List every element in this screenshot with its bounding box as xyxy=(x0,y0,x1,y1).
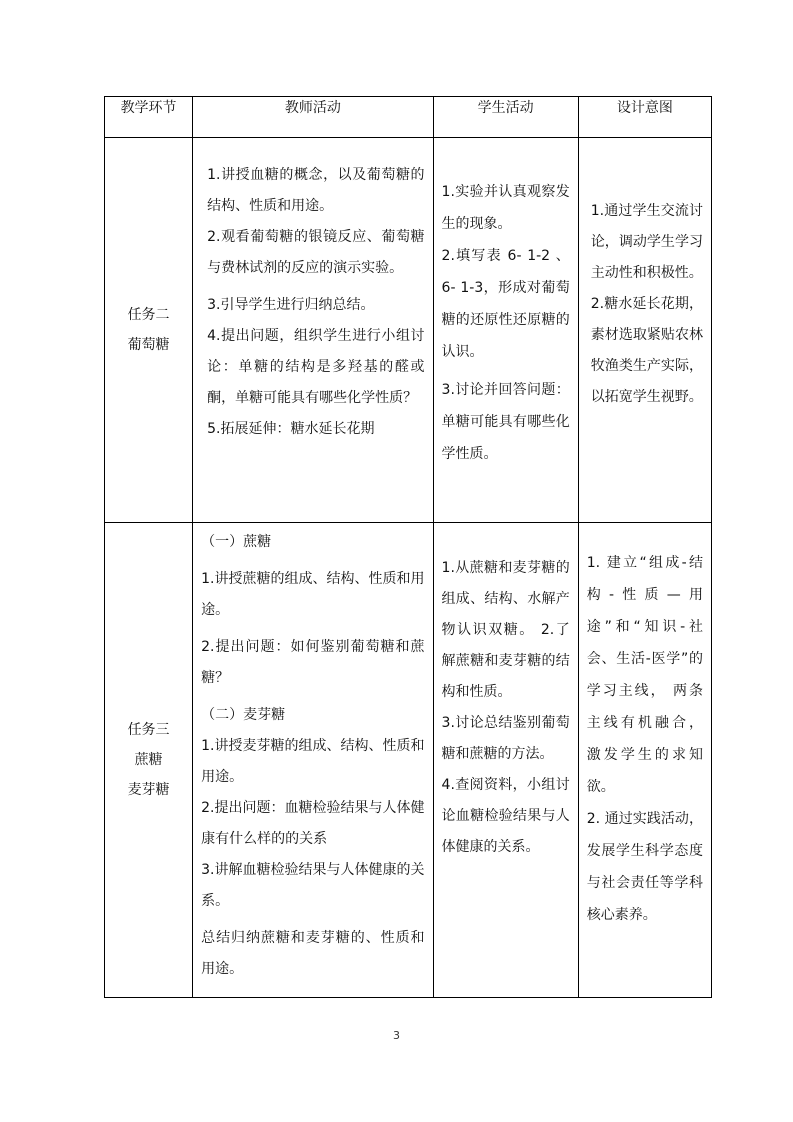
teacher-item: 5.拓展延伸：糖水延长花期 xyxy=(207,421,375,437)
student-item: 1.从蔗糖和麦芽糖的组成、结构、水解产物认识双糖。 2.了解蔗糖和麦芽糖的结构和性质。 xyxy=(441,560,570,700)
teacher-activity-cell xyxy=(193,138,433,523)
design-intent-cell xyxy=(578,523,711,998)
teacher-item: （二）麦芽糖 xyxy=(201,707,286,723)
teacher-item: 总结归纳蔗糖和麦芽糖的、性质和用途。 xyxy=(201,930,425,977)
page-number: 3 xyxy=(393,1029,400,1042)
header-design-intent: 设计意图 xyxy=(578,97,711,138)
stage-line: 任务二 xyxy=(127,307,170,323)
design-intent-cell xyxy=(578,138,711,523)
intent-item: 2. 通过实践活动，发展学生科学态度与社会责任等学科核心素养。 xyxy=(586,811,703,923)
stage-line: 麦芽糖 xyxy=(127,782,170,798)
student-activity-cell xyxy=(433,523,578,998)
student-item: 3.讨论总结鉴别葡萄糖和蔗糖的方法。 xyxy=(441,715,570,762)
stage-cell xyxy=(105,138,193,523)
intent-item: 1. 建立“组成-结构-性质—用途”和“知识-社会、生活-医学”的学习主线， 两条主线有机融合， 激发学生的求知欲。 xyxy=(586,555,703,795)
stage-line: 葡萄糖 xyxy=(127,337,170,353)
student-item: 4.查阅资料，小组讨论血糖检验结果与人体健康的关系。 xyxy=(441,777,570,855)
stage-cell xyxy=(105,523,193,998)
teacher-item: 2.提出问题：血糖检验结果与人体健康有什么样的的关系 xyxy=(201,800,425,847)
student-item: 2.填写表 6- 1-2 、 6- 1-3，形成对葡萄糖的还原性还原糖的认识。 xyxy=(441,248,570,360)
header-stage: 教学环节 xyxy=(105,97,193,138)
intent-item: 2.糖水延长花期，素材选取紧贴农林牧渔类生产实际，以拓宽学生视野。 xyxy=(590,296,703,405)
student-activity-cell xyxy=(433,138,578,523)
teacher-item: 3.讲解血糖检验结果与人体健康的关系。 xyxy=(201,862,425,909)
teacher-item: 1.讲授血糖的概念，以及葡萄糖的结构、性质和用途。 xyxy=(207,167,425,214)
header-teacher-activity: 教师活动 xyxy=(193,97,433,138)
student-item: 3.讨论并回答问题：单糖可能具有哪些化学性质。 xyxy=(441,382,570,462)
table-header-row xyxy=(105,97,712,138)
teacher-item: 4.提出问题，组织学生进行小组讨论：单糖的结构是多羟基的醛或酮，单糖可能具有哪些化学性质？ xyxy=(207,328,425,406)
teacher-item: 1.讲授蔗糖的组成、结构、性质和用途。 xyxy=(201,571,425,618)
teacher-item: 3.引导学生进行归纳总结。 xyxy=(207,297,375,313)
intent-item: 1.通过学生交流讨论，调动学生学习主动性和积极性。 xyxy=(590,203,703,281)
teacher-activity-cell xyxy=(193,523,433,998)
lesson-plan-table xyxy=(104,96,712,998)
teacher-item: 2.提出问题：如何鉴别葡萄糖和蔗糖？ xyxy=(201,639,425,686)
table-row xyxy=(105,523,712,998)
teacher-item: （一）蔗糖 xyxy=(201,534,272,550)
header-student-activity: 学生活动 xyxy=(433,97,578,138)
table-row xyxy=(105,138,712,523)
teacher-item: 1.讲授麦芽糖的组成、结构、性质和用途。 xyxy=(201,738,425,785)
stage-line: 蔗糖 xyxy=(134,752,163,768)
teacher-item: 2.观看葡萄糖的银镜反应、葡萄糖与费林试剂的反应的演示实验。 xyxy=(207,229,425,276)
stage-line: 任务三 xyxy=(127,722,170,738)
student-item: 1.实验并认真观察发生的现象。 xyxy=(441,184,570,232)
